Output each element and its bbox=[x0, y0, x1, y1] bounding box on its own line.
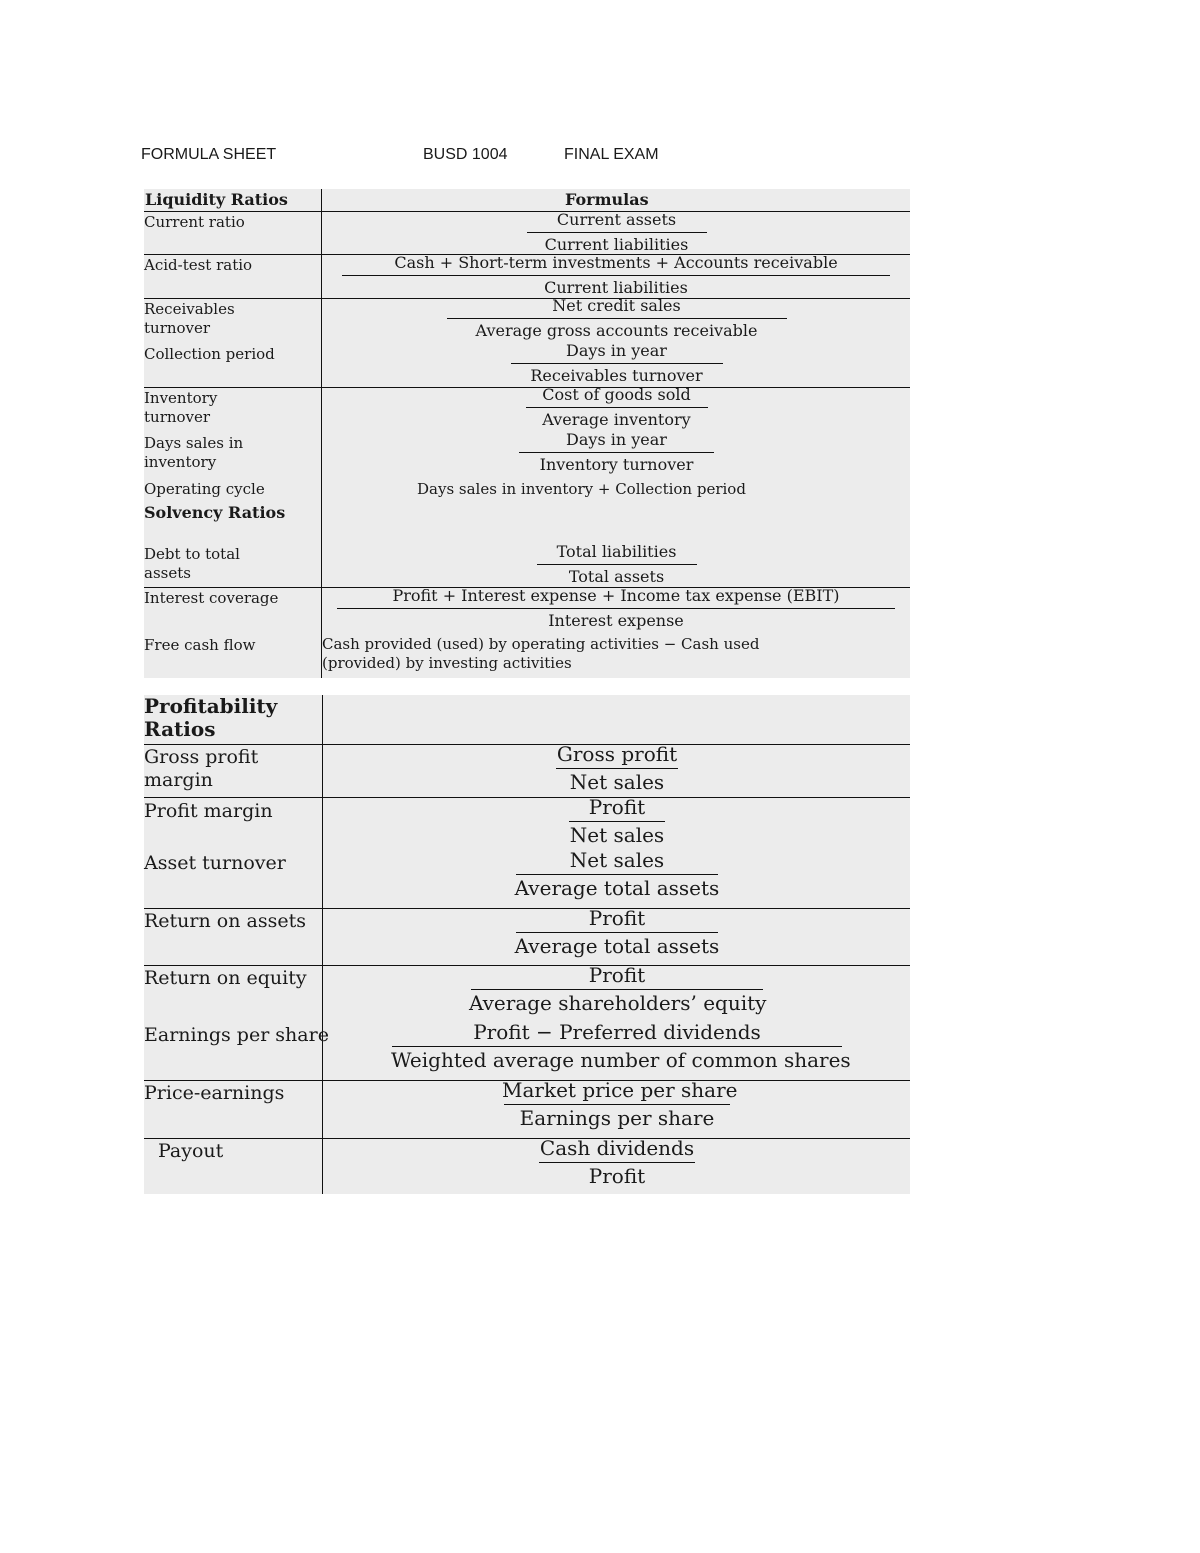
formula-denominator: Total assets bbox=[568, 567, 665, 586]
header-exam: FINAL EXAM bbox=[564, 146, 659, 163]
fraction-bar bbox=[537, 564, 697, 565]
formula-denominator: Average total assets bbox=[514, 934, 720, 958]
operating-cycle-label: Operating cycle bbox=[144, 480, 265, 498]
formula-numerator: Cash dividends bbox=[539, 1136, 695, 1160]
asset-turnover-label: Asset turnover bbox=[144, 852, 286, 874]
formula-numerator: Market price per share bbox=[502, 1078, 738, 1102]
acid-test-label: Acid-test ratio bbox=[144, 256, 253, 274]
row-divider bbox=[144, 744, 910, 745]
fraction-bar bbox=[511, 363, 723, 364]
formula-numerator: Profit bbox=[588, 906, 646, 930]
collection-period-formula bbox=[508, 341, 725, 386]
gross-profit-margin-label bbox=[144, 746, 258, 792]
days-sales-inventory-label bbox=[144, 434, 243, 472]
free-cash-flow-label: Free cash flow bbox=[144, 636, 256, 654]
formula-numerator: Current assets bbox=[556, 210, 677, 229]
fraction-bar bbox=[342, 275, 890, 276]
earnings-per-share-formula bbox=[391, 1020, 851, 1072]
inventory-turnover-formula bbox=[524, 385, 709, 430]
profitability-table bbox=[144, 695, 910, 1194]
profit-margin-formula bbox=[567, 796, 667, 847]
return-on-equity-formula bbox=[469, 964, 765, 1015]
column-divider bbox=[322, 695, 323, 1194]
free-cash-flow-formula bbox=[322, 635, 759, 673]
gross-profit-margin-formula bbox=[554, 743, 680, 794]
fraction-bar bbox=[527, 232, 707, 233]
profitability-heading bbox=[144, 695, 277, 741]
current-ratio-formula bbox=[524, 210, 709, 255]
current-ratio-label: Current ratio bbox=[144, 213, 245, 231]
label-line: Days sales in bbox=[144, 434, 244, 452]
fraction-bar bbox=[392, 1046, 842, 1047]
label-line: inventory bbox=[144, 453, 217, 471]
row-divider bbox=[144, 1138, 910, 1139]
formula-denominator: Average shareholders’ equity bbox=[469, 991, 767, 1015]
column-divider bbox=[321, 189, 322, 678]
formula-numerator: Cash + Short-term investments + Accounts receivable bbox=[394, 253, 838, 272]
asset-turnover-formula bbox=[514, 849, 720, 900]
profit-margin-label: Profit margin bbox=[144, 800, 273, 822]
formula-numerator: Profit + Interest expense + Income tax expense (EBIT) bbox=[392, 586, 840, 605]
operating-cycle-formula: Days sales in inventory + Collection period bbox=[417, 480, 746, 498]
fraction-bar bbox=[471, 989, 763, 990]
formula-denominator: Inventory turnover bbox=[539, 455, 694, 474]
fraction-bar bbox=[447, 318, 787, 319]
formula-numerator: Net credit sales bbox=[552, 296, 681, 315]
fraction-bar bbox=[504, 1104, 730, 1105]
formula-numerator: Days in year bbox=[566, 430, 667, 449]
heading-line: Ratios bbox=[144, 717, 216, 741]
fraction-bar bbox=[516, 932, 718, 933]
interest-coverage-label: Interest coverage bbox=[144, 589, 279, 607]
heading-line: Profitability bbox=[144, 694, 278, 718]
formula-denominator: Interest expense bbox=[548, 611, 684, 630]
label-line: Gross profit bbox=[144, 746, 259, 768]
fraction-bar bbox=[569, 821, 665, 822]
formula-numerator: Total liabilities bbox=[556, 542, 677, 561]
label-line: margin bbox=[144, 769, 213, 791]
receivables-turnover-label bbox=[144, 300, 235, 338]
label-line: Debt to total bbox=[144, 545, 240, 563]
formula-denominator: Profit bbox=[588, 1164, 646, 1188]
debt-total-assets-formula bbox=[534, 542, 699, 587]
formula-numerator: Profit bbox=[588, 963, 646, 987]
formula-line: (provided) by investing activities bbox=[322, 654, 572, 672]
formula-denominator: Average gross accounts receivable bbox=[475, 321, 758, 340]
return-on-equity-label: Return on equity bbox=[144, 967, 307, 989]
formula-denominator: Receivables turnover bbox=[530, 366, 703, 385]
page-header bbox=[141, 146, 841, 168]
formula-numerator: Cost of goods sold bbox=[542, 385, 691, 404]
formula-denominator: Current liabilities bbox=[544, 235, 689, 254]
header-course: BUSD 1004 bbox=[423, 146, 508, 163]
acid-test-formula bbox=[340, 253, 892, 298]
formula-denominator: Net sales bbox=[569, 823, 665, 847]
formula-numerator: Profit bbox=[588, 795, 646, 819]
interest-coverage-formula bbox=[335, 586, 897, 631]
label-line: Inventory bbox=[144, 389, 218, 407]
header-title: FORMULA SHEET bbox=[141, 146, 277, 163]
fraction-bar bbox=[526, 407, 708, 408]
receivables-turnover-formula bbox=[444, 296, 789, 341]
solvency-heading: Solvency Ratios bbox=[144, 503, 286, 522]
formula-numerator: Days in year bbox=[566, 341, 667, 360]
formula-denominator: Current liabilities bbox=[544, 278, 688, 297]
label-line: Receivables bbox=[144, 300, 235, 318]
payout-formula bbox=[537, 1137, 697, 1188]
fraction-bar bbox=[519, 452, 714, 453]
formula-numerator: Profit − Preferred dividends bbox=[473, 1020, 761, 1044]
liquidity-heading: Liquidity Ratios bbox=[145, 190, 288, 209]
fraction-bar bbox=[516, 874, 718, 875]
liquidity-solvency-table bbox=[144, 189, 910, 678]
fraction-bar bbox=[539, 1162, 695, 1163]
inventory-turnover-label bbox=[144, 389, 217, 427]
price-earnings-label: Price-earnings bbox=[144, 1082, 285, 1104]
row-divider bbox=[144, 797, 910, 798]
price-earnings-formula bbox=[502, 1078, 738, 1130]
formula-line: Cash provided (used) by operating activities − Cash used bbox=[322, 635, 760, 653]
formulas-heading: Formulas bbox=[565, 190, 649, 209]
formula-denominator: Average inventory bbox=[542, 410, 691, 429]
days-sales-inventory-formula bbox=[517, 430, 716, 475]
fraction-bar bbox=[556, 768, 678, 769]
fraction-bar bbox=[337, 608, 895, 609]
formula-numerator: Net sales bbox=[569, 848, 665, 872]
label-line: turnover bbox=[144, 319, 211, 337]
formula-denominator: Average total assets bbox=[514, 876, 720, 900]
collection-period-label: Collection period bbox=[144, 345, 275, 363]
return-on-assets-label: Return on assets bbox=[144, 910, 306, 932]
formula-denominator: Net sales bbox=[569, 770, 665, 794]
earnings-per-share-label: Earnings per share bbox=[144, 1024, 329, 1046]
formula-denominator: Weighted average number of common shares bbox=[391, 1048, 851, 1072]
formula-denominator: Earnings per share bbox=[519, 1106, 715, 1130]
payout-label: Payout bbox=[158, 1140, 224, 1162]
label-line: turnover bbox=[144, 408, 211, 426]
label-line: assets bbox=[144, 564, 191, 582]
formula-numerator: Gross profit bbox=[556, 742, 678, 766]
return-on-assets-formula bbox=[514, 907, 720, 958]
debt-total-assets-label bbox=[144, 545, 240, 583]
